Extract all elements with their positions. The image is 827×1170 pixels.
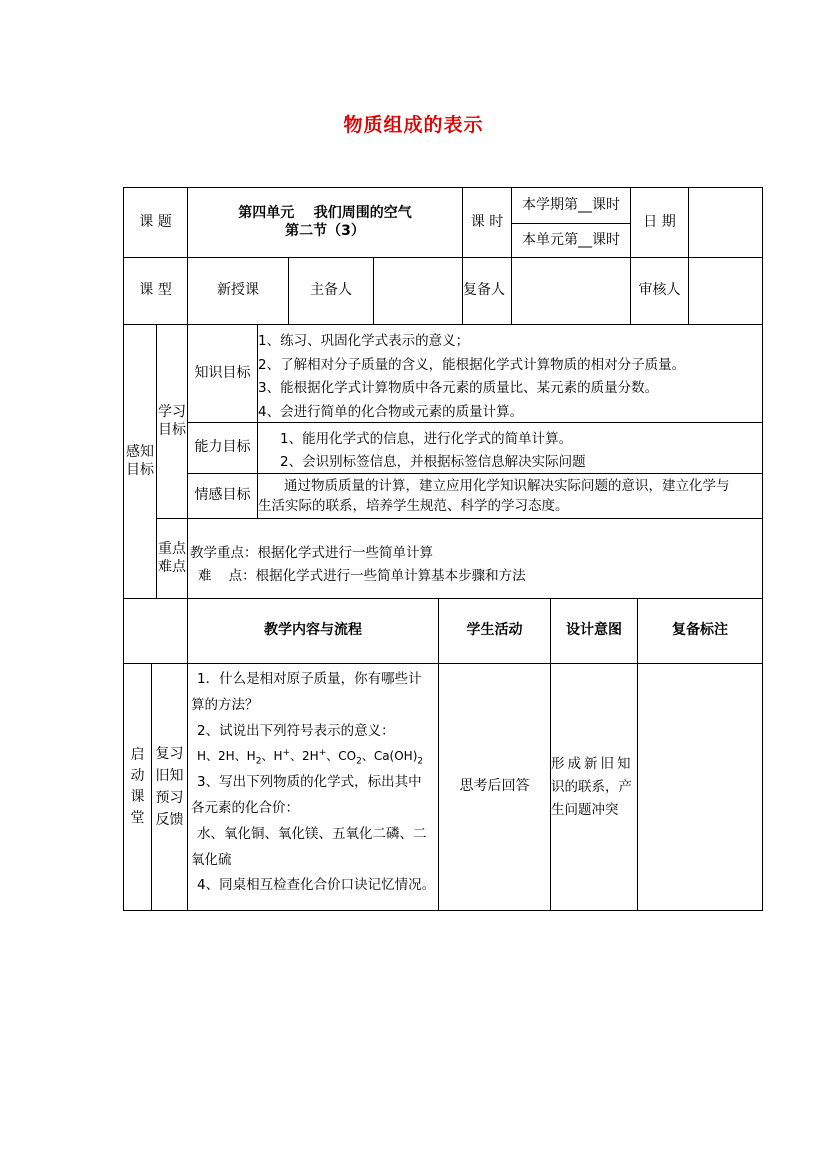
difficult-point: 难 点：根据化学式进行一些简单计算基本步骤和方法 xyxy=(198,568,526,584)
reviewer-label: 审核人 xyxy=(630,257,688,324)
student-activity: 思考后回答 xyxy=(438,663,550,910)
topic-section: 第二节（3） xyxy=(285,222,365,239)
key-difficult-label: 重点 难点 xyxy=(156,518,187,598)
ability-item-1: 1、能用化学式的信息，进行化学式的简单计算。 xyxy=(280,431,573,447)
key-difficult-content xyxy=(187,518,762,598)
date-value xyxy=(688,187,762,257)
review-notes xyxy=(637,663,762,910)
question-2: 2、试说出下列符号表示的意义： xyxy=(197,722,395,739)
question-1-line-2: 算的方法？ xyxy=(191,696,259,713)
review-preview-label: 复习 旧知 预习 反馈 xyxy=(151,663,187,910)
knowledge-item-4: 4、会进行简单的化合物或元素的质量计算。 xyxy=(258,403,524,420)
question-4: 4、同桌相互检查化合价口诀记忆情况。 xyxy=(197,877,436,894)
document-title: 物质组成的表示 xyxy=(343,114,484,136)
date-label: 日 期 xyxy=(630,187,688,257)
ability-item-2: 2、会识别标签信息，并根据标签信息解决实际问题 xyxy=(280,454,586,470)
type-value: 新授课 xyxy=(187,257,288,324)
knowledge-item-2: 2、了解相对分子质量的含义，能根据化学式计算物质的相对分子质量。 xyxy=(258,356,686,373)
header-empty-cell xyxy=(123,598,187,663)
design-intent: 形成新旧知 识的联系，产 生问题冲突 xyxy=(550,663,637,910)
key-point: 教学重点：根据化学式进行一些简单计算 xyxy=(190,545,433,561)
emotion-goals-content xyxy=(257,473,762,518)
header-notes: 复备标注 xyxy=(637,598,762,663)
re-prep-label: 复备人 xyxy=(462,257,511,324)
question-3-line-4: 氧化硫 xyxy=(191,851,232,868)
hours-semester: 本学期第__课时 xyxy=(511,187,630,223)
teaching-content xyxy=(187,663,438,910)
table-right-border xyxy=(762,187,763,911)
header-content: 教学内容与流程 xyxy=(187,598,438,663)
emotion-line-1: 通过物质质量的计算，建立应用化学知识解决实际问题的意识，建立化学与 xyxy=(284,478,730,494)
emotion-line-2: 生活实际的联系，培养学生规范、科学的学习态度。 xyxy=(258,498,569,514)
emotion-goals-label: 情感目标 xyxy=(187,473,257,518)
topic-label: 课 题 xyxy=(123,187,187,257)
main-prep-label: 主备人 xyxy=(288,257,373,324)
question-3-line-3: 水、氧化铜、氧化镁、五氧化二磷、二 xyxy=(197,825,427,842)
stage-label: 启 动 课 堂 xyxy=(123,663,151,910)
hours-label: 课 时 xyxy=(462,187,511,257)
knowledge-goals-label: 知识目标 xyxy=(187,324,257,422)
re-prep-value xyxy=(511,257,630,324)
question-3-line-1: 3、写出下列物质的化学式，标出其中 xyxy=(197,774,422,791)
header-intent: 设计意图 xyxy=(550,598,637,663)
ability-goals-content xyxy=(257,422,762,473)
chemical-symbols: H、2H、$H_2$、H+、2H+、$CO_2$、$Ca(OH)_2$ xyxy=(197,748,424,767)
question-3-line-2: 各元素的化合价： xyxy=(191,799,299,816)
hours-unit: 本单元第__课时 xyxy=(511,223,630,257)
knowledge-item-3: 3、能根据化学式计算物质中各元素的质量比、某元素的质量分数。 xyxy=(258,380,659,396)
topic-unit: 第四单元 我们周围的空气 xyxy=(238,205,412,221)
perception-goals-label: 感知 目标 xyxy=(123,324,156,598)
table-bottom-border xyxy=(123,910,763,911)
type-label: 课 型 xyxy=(123,257,187,324)
question-1-line-1: 1．什么是相对原子质量，你有哪些计 xyxy=(197,671,422,687)
header-activity: 学生活动 xyxy=(438,598,550,663)
learning-goals-label: 学习 目标 xyxy=(156,324,187,518)
topic-value xyxy=(187,187,462,257)
ability-goals-label: 能力目标 xyxy=(187,422,257,473)
main-prep-value xyxy=(373,257,462,324)
knowledge-item-1: 1、练习、巩固化学式表示的意义； xyxy=(258,333,470,349)
reviewer-value xyxy=(688,257,762,324)
knowledge-goals-content xyxy=(257,324,762,422)
